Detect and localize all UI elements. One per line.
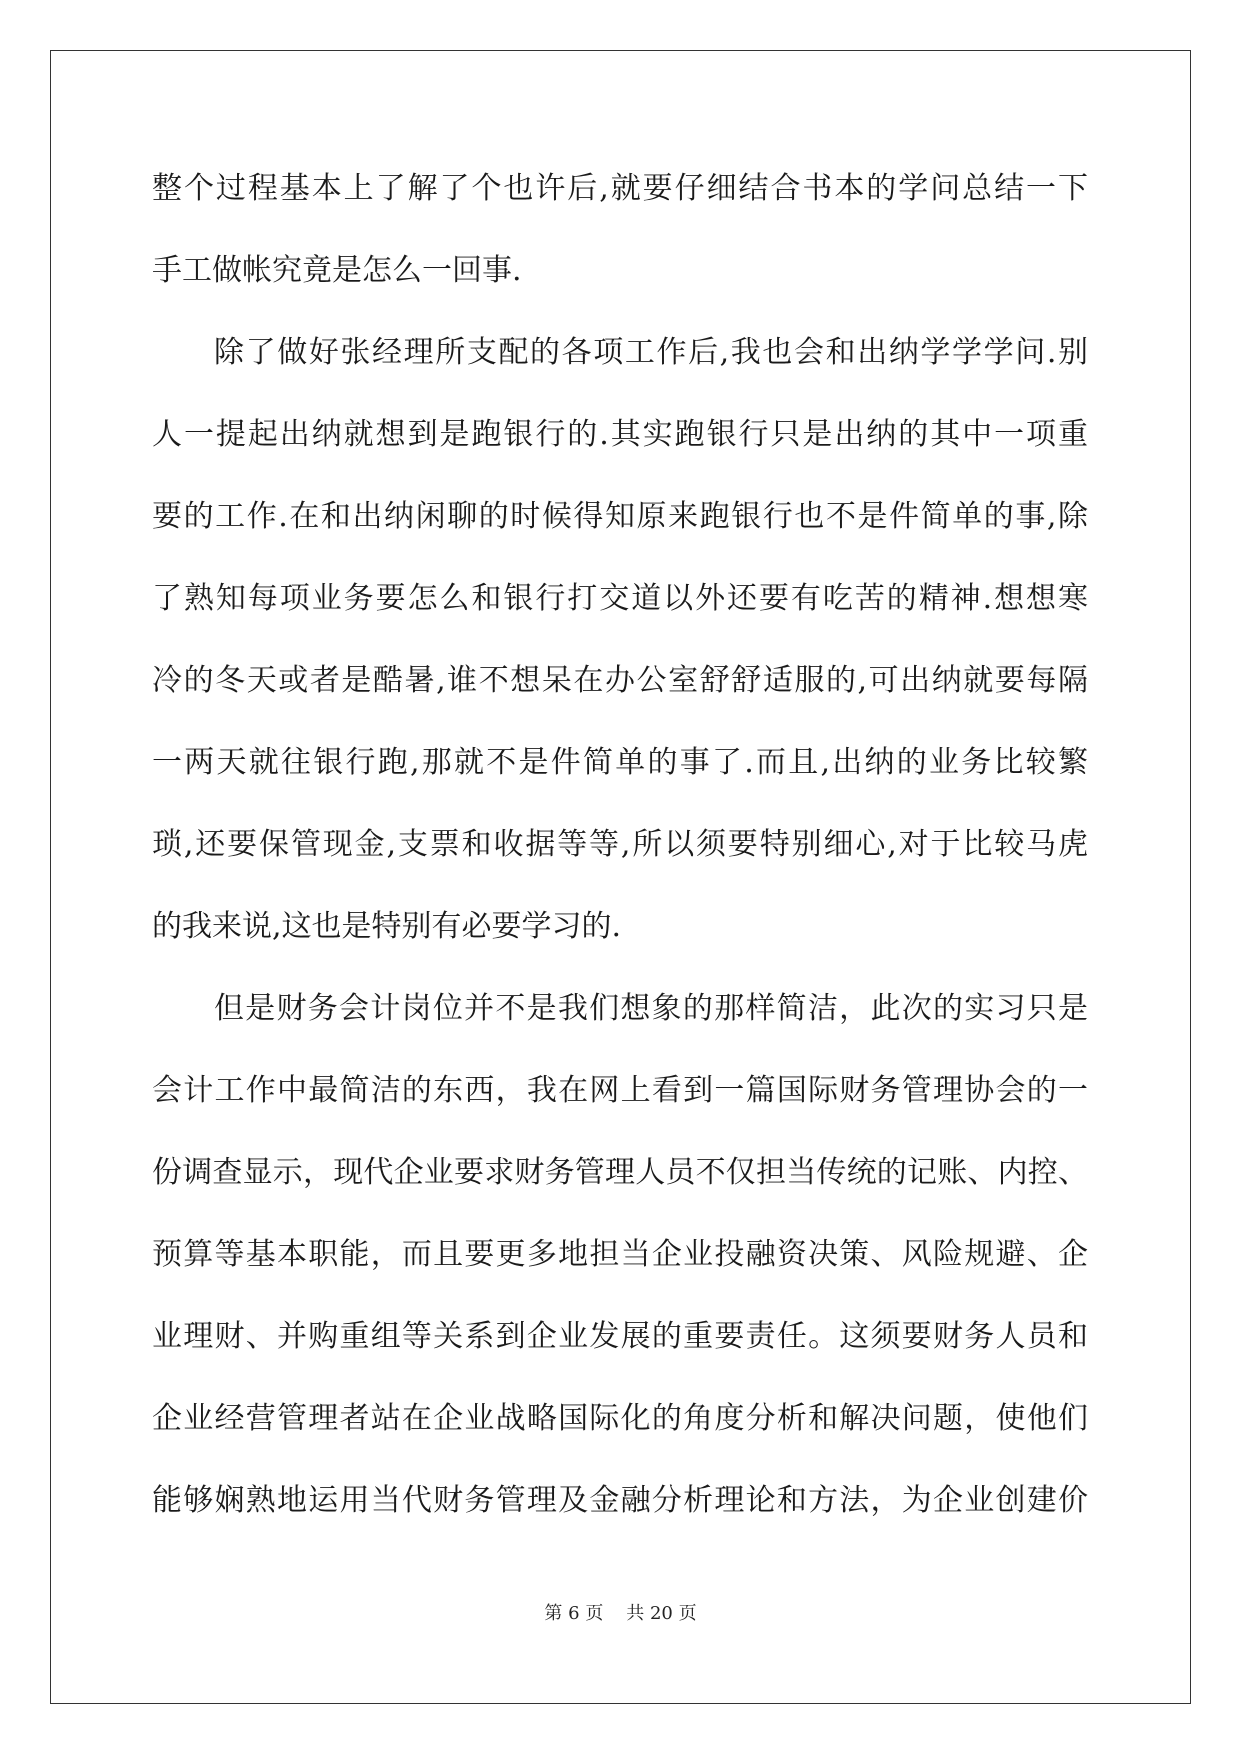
text-line: 预算等基本职能，而且要更多地担当企业投融资决策、风险规避、企 <box>152 1237 1088 1272</box>
text-line: 人一提起出纳就想到是跑银行的.其实跑银行只是出纳的其中一项重 <box>152 417 1088 452</box>
text-line: 企业经营管理者站在企业战略国际化的角度分析和解决问题，使他们 <box>152 1401 1088 1436</box>
text-line: 要的工作.在和出纳闲聊的时候得知原来跑银行也不是件简单的事,除 <box>152 499 1088 534</box>
text-line: 整个过程基本上了解了个也许后,就要仔细结合书本的学问总结一下 <box>152 171 1088 206</box>
text-line: 手工做帐究竟是怎么一回事. <box>152 253 522 288</box>
document-body <box>152 148 1088 1542</box>
text-line: 会计工作中最简洁的东西，我在网上看到一篇国际财务管理协会的一 <box>152 1073 1088 1108</box>
text-line: 的我来说,这也是特别有必要学习的. <box>152 909 622 944</box>
text-line: 了熟知每项业务要怎么和银行打交道以外还要有吃苦的精神.想想寒 <box>152 581 1088 616</box>
text-line: 业理财、并购重组等关系到企业发展的重要责任。这须要财务人员和 <box>152 1319 1088 1354</box>
text-line: 琐,还要保管现金,支票和收据等等,所以须要特别细心,对于比较马虎 <box>152 827 1088 862</box>
page-footer <box>0 1602 1241 1626</box>
text-line: 份调查显示，现代企业要求财务管理人员不仅担当传统的记账、内控、 <box>152 1155 1088 1190</box>
page-number: 第 6 页 <box>544 1603 604 1624</box>
text-line: 能够娴熟地运用当代财务管理及金融分析理论和方法，为企业创建价 <box>152 1483 1088 1518</box>
text-line: 冷的冬天或者是酷暑,谁不想呆在办公室舒舒适服的,可出纳就要每隔 <box>152 663 1088 698</box>
text-line: 但是财务会计岗位并不是我们想象的那样简洁，此次的实习只是 <box>214 991 1088 1026</box>
text-line: 除了做好张经理所支配的各项工作后,我也会和出纳学学学问.别 <box>214 335 1088 370</box>
text-line: 一两天就往银行跑,那就不是件简单的事了.而且,出纳的业务比较繁 <box>152 745 1088 780</box>
page-total: 共 20 页 <box>626 1603 697 1624</box>
